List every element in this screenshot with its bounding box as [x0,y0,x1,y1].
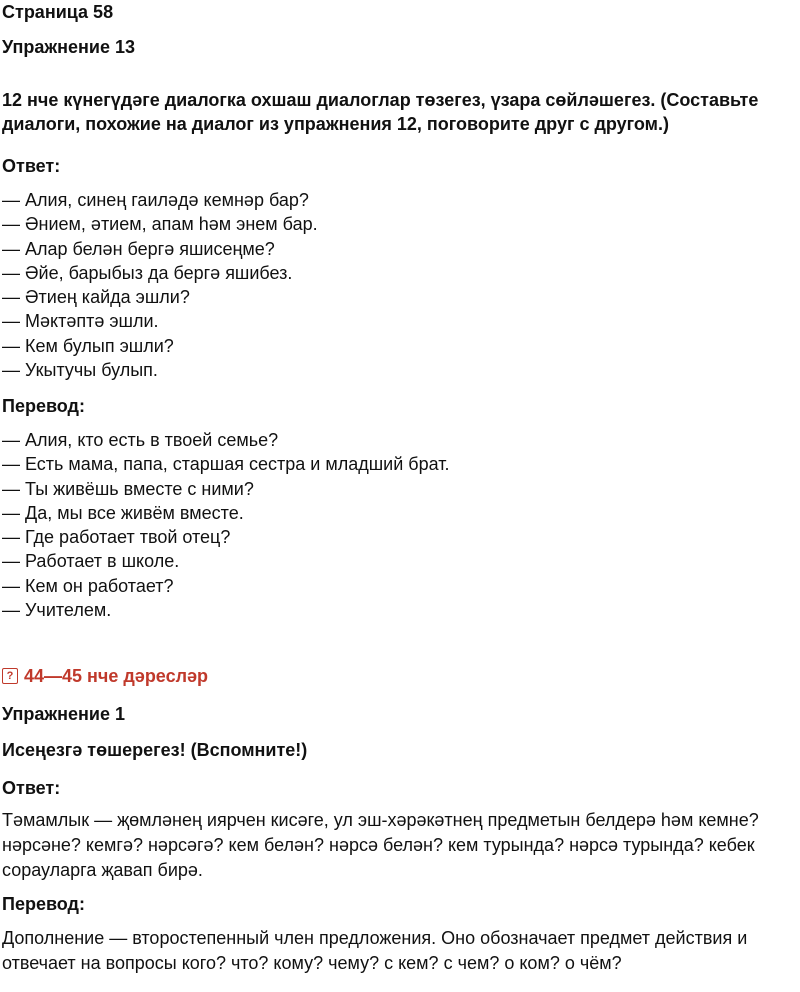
dialog-line: — Әнием, әтием, апам һәм энем бар. [2,214,318,235]
question-icon: ? [2,668,18,684]
dialog-line: — Алия, кто есть в твоей семье? [2,430,279,450]
answer-label: Ответ: [2,156,61,176]
translation-label: Перевод: [2,894,85,914]
dialog-line: — Где работает твой отец? [2,527,231,548]
translation-dialog [2,428,449,622]
dialog-line: — Әтиең кайда эшли? [2,287,190,308]
lesson-link[interactable] [2,664,208,688]
answer-dialog [2,188,318,382]
dialog-line: — Кем булып эшли? [2,335,174,356]
answer-text: Тәмамлык — җөмләнең иярчен кисәге, ул эш-хәрәкәтнең предметын белдерә һәм кемне? нәрсәне? кемгә? нәрсәгә? кем белән? нәрсә белән? кем турында? нәрсә турында? кебек сорауларга җавап бирә. [2,810,759,880]
exercise-task: Исеңезгә төшерегез! (Вспомните!) [2,740,308,760]
dialog-line: — Да, мы все живём вместе. [2,502,244,523]
translation-label: Перевод: [2,396,85,416]
dialog-line: — Алар белән бергә яшисеңме? [2,238,275,259]
dialog-line: — Әйе, барыбыз да бергә яшибез. [2,262,293,283]
dialog-line: — Ты живёшь вместе с ними? [2,478,254,499]
exercise-title: Упражнение 1 [2,704,125,724]
translation-text: Дополнение — второстепенный член предложения. Оно обозначает предмет действия и отвечает на вопросы кого? что? кому? чему? с кем? с чем? о ком? о чём? [2,928,748,973]
exercise-task: 12 нче күнегүдәге диалогка охшаш диалоглар төзегез, үзара сөйләшегез. (Составьте диалоги, похожие на диалог из упражнения 12, поговорите друг с другом.) [2,90,759,134]
lesson-link-label: 44—45 нче дәресләр [24,666,209,686]
dialog-line: — Мәктәптә эшли. [2,311,159,332]
dialog-line: — Кем он работает? [2,575,174,596]
page-title: Страница 58 [2,2,114,22]
dialog-line: — Алия, синең гаиләдә кемнәр бар? [2,190,309,210]
answer-label: Ответ: [2,778,61,798]
exercise-title: Упражнение 13 [2,37,136,57]
dialog-line: — Учителем. [2,600,112,621]
dialog-line: — Есть мама, папа, старшая сестра и младший брат. [2,454,450,475]
dialog-line: — Работает в школе. [2,551,180,572]
dialog-line: — Укытучы булып. [2,360,158,381]
